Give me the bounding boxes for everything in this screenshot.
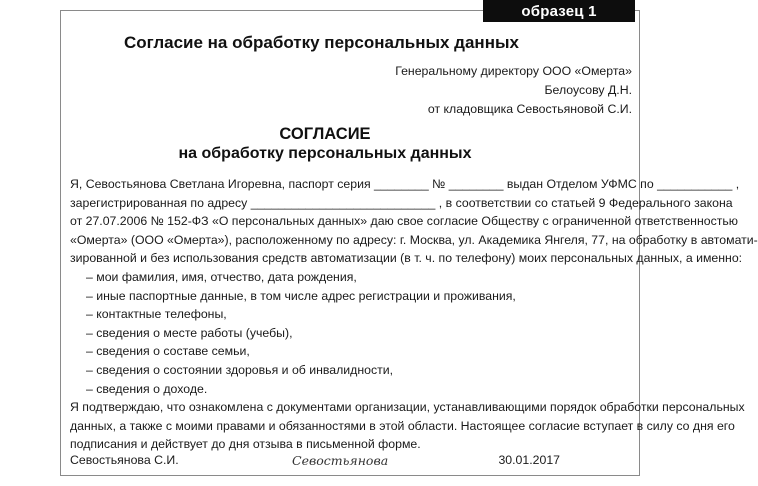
- body-line: зированной и без использования средств автоматизации (в т. ч. по телефону) моих персональных данных, а именно:: [70, 251, 743, 266]
- addressee-line: Белоусову Д.Н.: [544, 83, 632, 97]
- document-heading: Согласие на обработку персональных данных: [124, 33, 519, 52]
- signer-name: Севостьянова С.И.: [70, 453, 179, 467]
- closing-line: данных, а также с моими правами и обязанностями в этой области. Настоящее согласие вступает в силу со дня его: [70, 418, 735, 433]
- addressee-line: от кладовщика Севостьяновой С.И.: [427, 102, 632, 116]
- closing-line: подписания и действует до дня отзыва в письменной форме.: [70, 437, 421, 452]
- list-item: – сведения о доходе.: [86, 381, 208, 396]
- body-line: от 27.07.2006 № 152-ФЗ «О персональных данных» даю свое согласие Обществу с ограниченной ответственностью: [70, 214, 739, 229]
- body-line: «Омерта» (ООО «Омерта»), расположенному по адресу: г. Москва, ул. Академика Янгеля, 77, на обработку в автомати-: [70, 232, 758, 247]
- list-item: – мои фамилия, имя, отчество, дата рождения,: [86, 269, 357, 284]
- signature-row: [70, 453, 560, 471]
- sample-badge: образец 1: [483, 0, 635, 22]
- addressee-line: Генеральному директору ООО «Омерта»: [395, 64, 632, 78]
- consent-subtitle: на обработку персональных данных: [178, 145, 472, 162]
- data-items-list: [70, 268, 630, 398]
- list-item: – сведения о месте работы (учебы),: [86, 325, 293, 340]
- list-item: – сведения о состоянии здоровья и об инвалидности,: [86, 362, 394, 377]
- list-item: – контактные телефоны,: [86, 307, 227, 322]
- signature-date: 30.01.2017: [498, 453, 560, 467]
- consent-title: СОГЛАСИЕ: [279, 125, 371, 143]
- addressee-block: [395, 62, 632, 119]
- consent-body: [70, 175, 758, 454]
- list-item: – иные паспортные данные, в том числе адрес регистрации и проживания,: [86, 288, 516, 303]
- closing-line: Я подтверждаю, что ознакомлена с документами организации, устанавливающими порядок обработки персональных: [70, 400, 745, 415]
- body-line: Я, Севостьянова Светлана Игоревна, паспорт серия ________ № ________ выдан Отделом УФМС по ___________ ,: [70, 177, 740, 191]
- body-line: зарегистрированная по адресу ___________________________ , в соответствии со статьей 9 Федерального закона: [70, 195, 733, 210]
- list-item: – сведения о составе семьи,: [86, 344, 250, 359]
- handwritten-signature: Севостьянова: [292, 453, 389, 468]
